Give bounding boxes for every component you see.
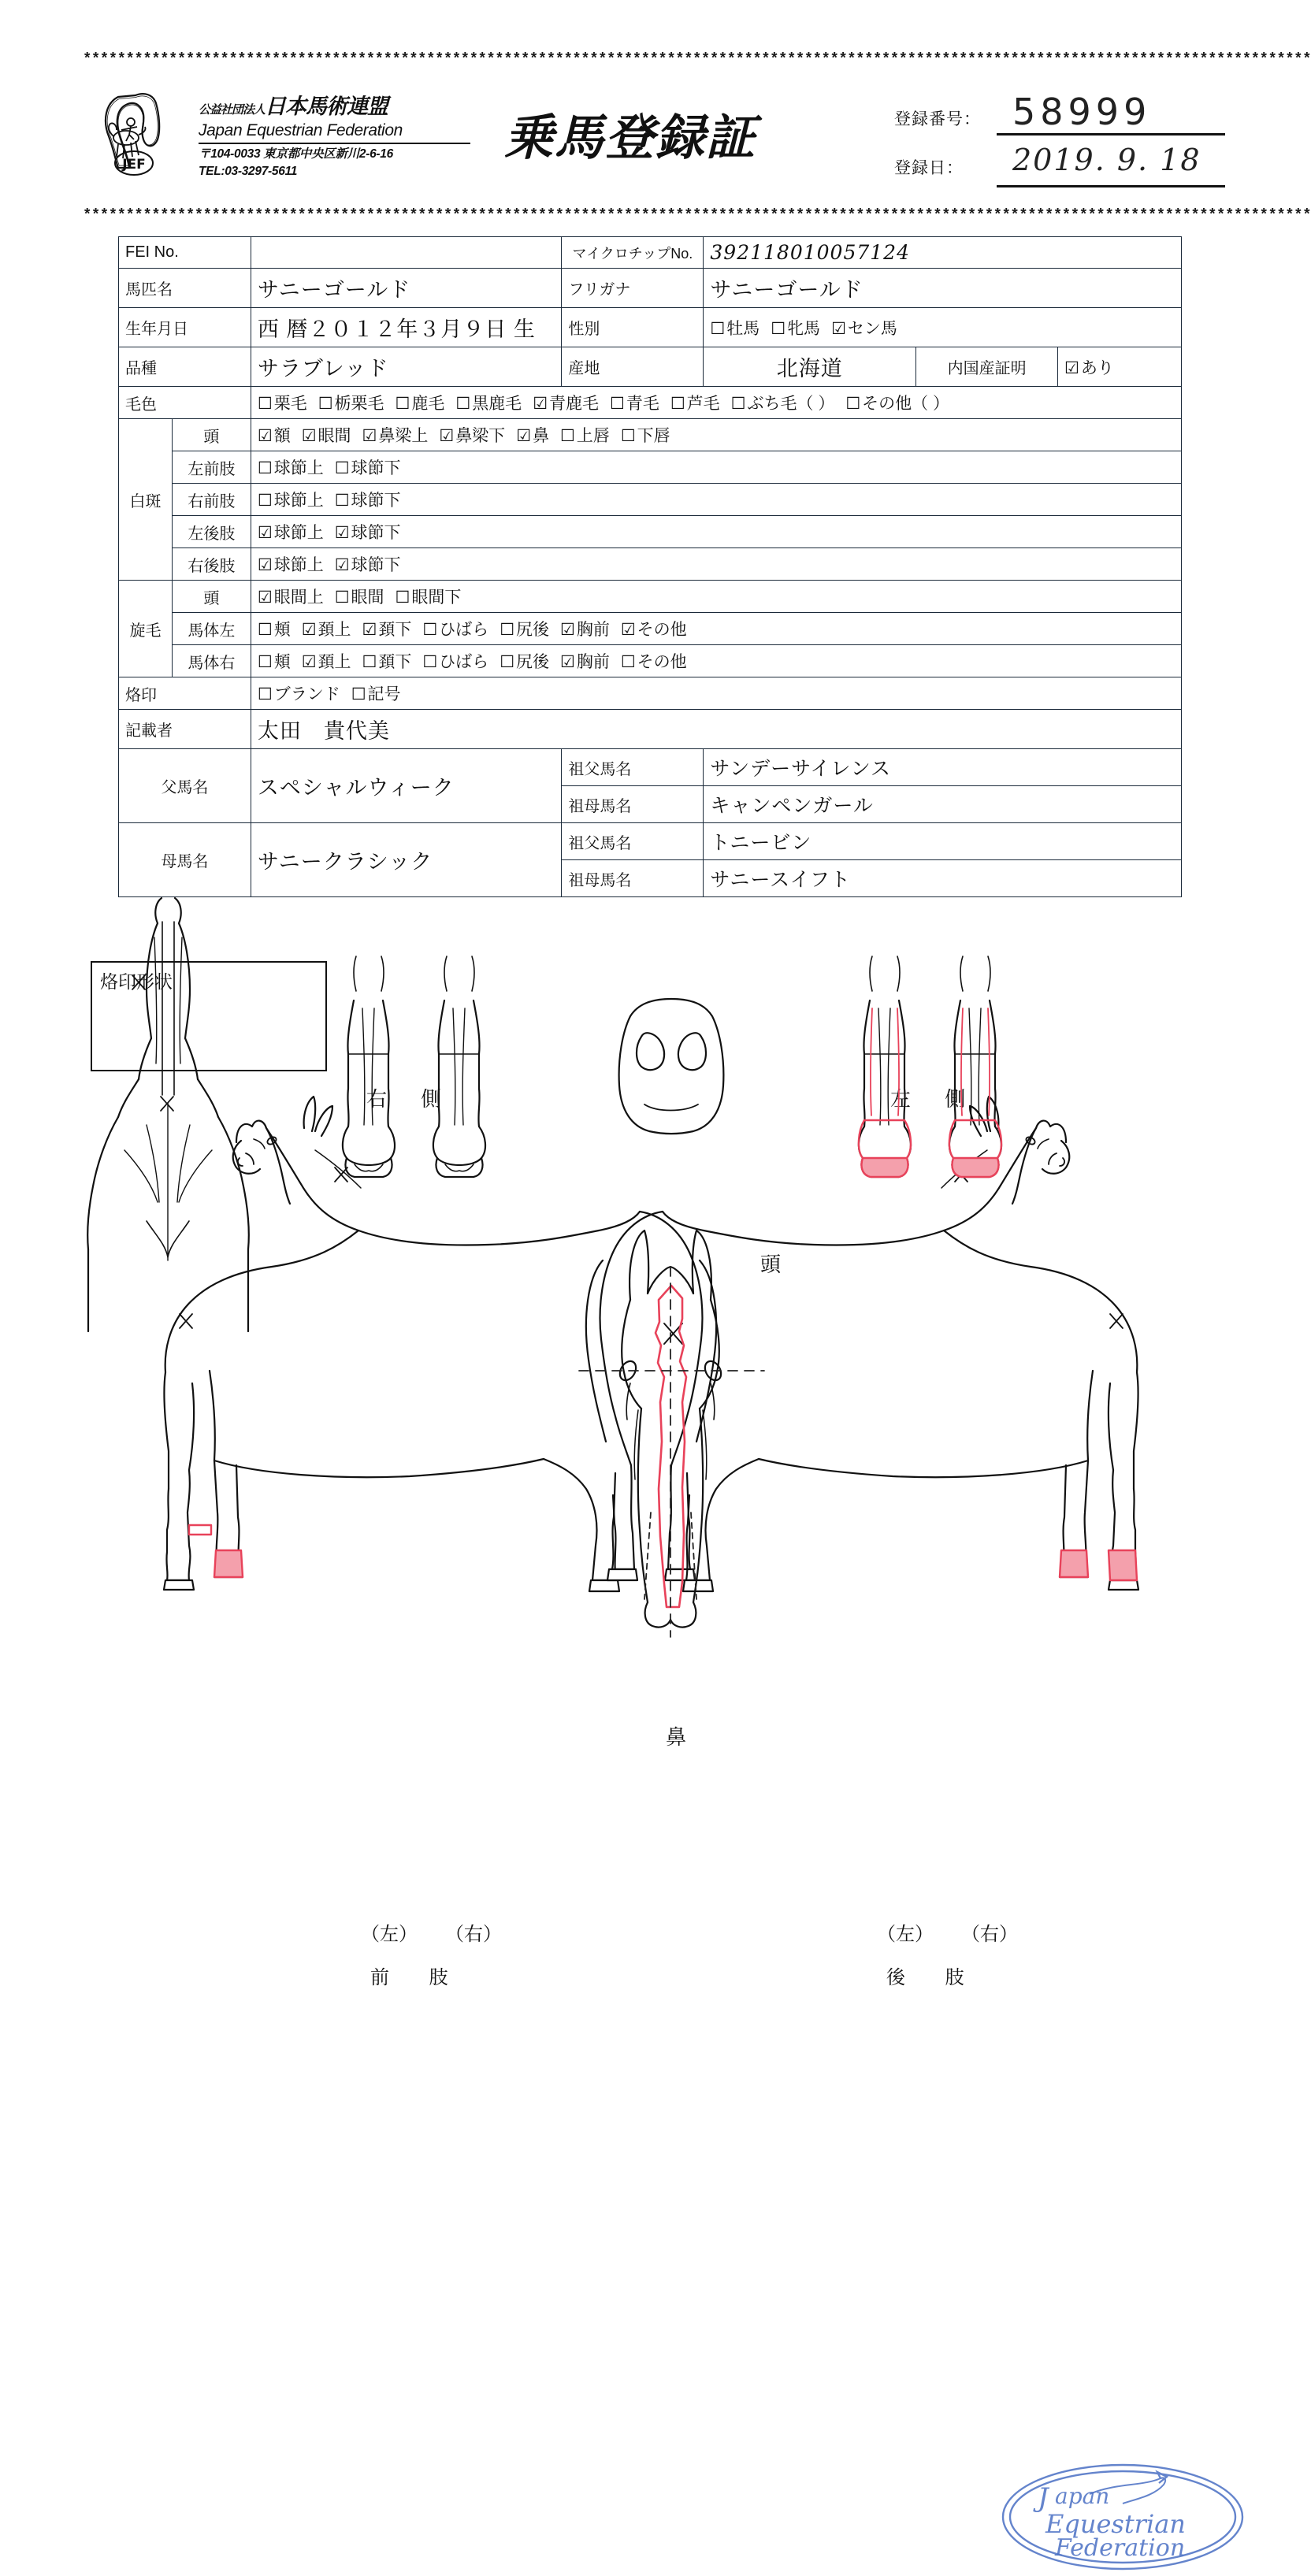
checkbox-label: 眼間 [318, 427, 351, 445]
hind-left-paren-label: （左） [877, 1924, 934, 1945]
org-name-jp: 日本馬術連盟 [265, 95, 388, 118]
checkbox-icon[interactable]: ☑ [516, 427, 532, 445]
forelimb-views [343, 956, 485, 1177]
dam-granddam-value[interactable]: サニースイフト [704, 860, 1182, 897]
checkbox-icon[interactable]: ☑ [533, 395, 548, 413]
page-title: 乗馬登録証 [504, 109, 757, 166]
checkbox-option[interactable] [422, 649, 488, 673]
white-part-label: 右前肢 [172, 484, 251, 516]
checkbox-option[interactable] [258, 455, 324, 479]
breed-value[interactable]: サラブレッド [251, 347, 562, 387]
sire-granddam-label: 祖母馬名 [562, 786, 704, 823]
checkbox-option[interactable] [455, 391, 522, 414]
checkbox-icon[interactable]: ☑ [257, 524, 273, 542]
checkbox-option[interactable] [621, 617, 687, 640]
checkbox-label: 青鹿毛 [549, 395, 600, 413]
dam-value[interactable]: サニークラシック [251, 823, 562, 897]
checkbox-icon[interactable]: ☑ [831, 319, 846, 338]
microchip-label: マイクロチップNo. [562, 237, 704, 269]
checkbox-option[interactable] [500, 617, 549, 640]
horse-name-value[interactable]: サニーゴールド [251, 269, 562, 308]
hind-right-paren-label: （右） [961, 1924, 1018, 1945]
checkbox-icon[interactable]: ☐ [257, 653, 273, 671]
checkbox-label: 牡馬 [726, 319, 760, 338]
checkbox-icon[interactable]: ☐ [422, 653, 438, 671]
whorl-part-label: 頭 [172, 581, 251, 613]
horse-diagram-section [0, 890, 1302, 2562]
dam-grandsire-value[interactable]: トニービン [704, 823, 1182, 860]
checkbox-label: 球節上 [273, 556, 324, 574]
checkbox-icon[interactable]: ☐ [500, 621, 515, 639]
checkbox-label: 黒鹿毛 [472, 395, 522, 413]
sex-options[interactable] [704, 308, 1182, 347]
jef-logo-icon [95, 91, 177, 177]
checkbox-option[interactable] [258, 520, 324, 544]
checkbox-label: その他 [637, 621, 687, 639]
document-header [0, 83, 1302, 201]
whorls-label: 旋毛 [119, 581, 173, 677]
checkbox-label: 球節上 [273, 524, 324, 542]
checkbox-label: 眼間 [351, 588, 384, 607]
checkbox-label: 球節上 [273, 459, 324, 477]
checkbox-icon[interactable]: ☐ [334, 588, 350, 607]
checkbox-label: 頚下 [378, 621, 412, 639]
checkbox-label: 記号 [367, 685, 401, 703]
checkbox-label: 鼻梁下 [455, 427, 506, 445]
white-left-hind-options[interactable] [251, 516, 1181, 548]
org-name-prefix: 公益社団法人 [199, 103, 266, 117]
checkbox-option[interactable] [335, 488, 401, 511]
checkbox-label: 頚上 [318, 621, 351, 639]
organization-block [199, 89, 482, 180]
birth-date-value[interactable]: 西 暦２０１２年３月９日 生 [251, 308, 562, 347]
org-name-jp-line [199, 89, 482, 120]
checkbox-icon[interactable]: ☐ [771, 319, 786, 338]
svg-text:J: J [1038, 2482, 1049, 2514]
checkbox-option[interactable] [302, 617, 351, 640]
checkbox-label: その他 [637, 653, 687, 671]
checkbox-label: その他（ ） [862, 395, 950, 413]
table-row-fei [119, 237, 1182, 269]
checkbox-label: 球節下 [351, 459, 401, 477]
fei-no-value[interactable] [251, 237, 562, 269]
checkbox-option[interactable] [335, 585, 384, 608]
table-row-white-head [119, 419, 1182, 451]
checkbox-label: セン馬 [847, 319, 897, 338]
checkbox-option[interactable] [831, 316, 897, 340]
asterisk-divider-top: *********************************************************************************************************************************************** [83, 50, 1311, 68]
coat-color-label: 毛色 [119, 387, 251, 419]
white-right-hind-options[interactable] [251, 548, 1181, 581]
checkbox-label: 頬 [273, 653, 291, 671]
whorl-part-label: 馬体左 [172, 613, 251, 645]
sire-grandsire-label: 祖父馬名 [562, 749, 704, 786]
checkbox-option[interactable] [396, 585, 462, 608]
checkbox-option[interactable] [258, 423, 291, 447]
checkbox-option[interactable] [533, 391, 599, 414]
horse-rear-view [87, 898, 249, 1331]
checkbox-label: 球節上 [273, 492, 324, 510]
table-row-sire-grandsire [119, 749, 1182, 786]
checkbox-label: 牝馬 [787, 319, 821, 338]
table-row-dam-grandsire [119, 823, 1182, 860]
dam-grandsire-label: 祖父馬名 [562, 823, 704, 860]
checkbox-label: 額 [273, 427, 291, 445]
checkbox-icon[interactable]: ☐ [610, 395, 625, 413]
checkbox-icon[interactable]: ☑ [257, 427, 273, 445]
checkbox-icon[interactable]: ☑ [301, 653, 317, 671]
checkbox-label: 下唇 [637, 427, 670, 445]
checkbox-option[interactable] [258, 649, 291, 673]
org-divider [199, 143, 470, 144]
checkbox-icon[interactable]: ☐ [500, 653, 515, 671]
checkbox-icon[interactable]: ☐ [257, 395, 273, 413]
forelimb-label: 前 肢 [370, 1967, 466, 1988]
muzzle-view [619, 999, 724, 1134]
registration-date-row [894, 141, 1225, 187]
checkbox-option[interactable] [500, 649, 549, 673]
horse-details-table [118, 236, 1182, 897]
nose-label: 鼻 [666, 1725, 687, 1749]
sire-grandsire-value[interactable]: サンデーサイレンス [704, 749, 1182, 786]
checkbox-icon[interactable]: ☐ [395, 588, 410, 607]
checkbox-option[interactable] [731, 391, 835, 414]
breed-label: 品種 [119, 347, 251, 387]
checkbox-label: 上唇 [576, 427, 610, 445]
checkbox-option[interactable] [258, 617, 291, 640]
checkbox-icon[interactable]: ☐ [362, 653, 377, 671]
coat-color-options[interactable] [251, 387, 1181, 419]
checkbox-label: 眼間上 [273, 588, 324, 607]
checkbox-icon[interactable]: ☐ [620, 653, 636, 671]
domestic-cert-label: 内国産証明 [916, 347, 1058, 387]
sex-label: 性別 [562, 308, 704, 347]
recorder-value[interactable]: 太田 貴代美 [251, 710, 1181, 749]
checkbox-icon[interactable]: ☐ [257, 459, 273, 477]
registration-number-row [894, 91, 1225, 141]
checkbox-option[interactable] [560, 649, 610, 673]
checkbox-label: 鹿毛 [411, 395, 445, 413]
checkbox-option[interactable] [771, 316, 820, 340]
recorder-label: 記載者 [119, 710, 251, 749]
checkbox-icon[interactable]: ☐ [257, 685, 273, 703]
white-markings-label: 白斑 [119, 419, 173, 581]
table-row-white-rf [119, 484, 1182, 516]
brand-options[interactable] [251, 677, 1181, 710]
marking-right-horse-hind [1060, 1550, 1137, 1580]
table-row-whorl-right [119, 645, 1182, 677]
checkbox-label: 栃栗毛 [334, 395, 384, 413]
origin-value[interactable]: 北海道 [704, 347, 916, 387]
registration-number-value: 58999 [1012, 91, 1152, 133]
checkbox-option[interactable] [335, 552, 401, 576]
registration-number-underline [997, 133, 1225, 135]
checkbox-option[interactable] [362, 617, 412, 640]
checkbox-icon[interactable]: ☑ [560, 621, 575, 639]
left-side-label: 左 側 [890, 1087, 980, 1111]
white-right-fore-options[interactable] [251, 484, 1181, 516]
checkbox-icon[interactable]: ☐ [257, 492, 273, 510]
checkbox-label: 胸前 [576, 653, 610, 671]
right-side-label: 右 側 [366, 1087, 456, 1111]
checkbox-option[interactable] [610, 391, 659, 414]
checkbox-label: 球節下 [351, 556, 401, 574]
white-part-label: 左後肢 [172, 516, 251, 548]
checkbox-icon[interactable]: ☐ [334, 459, 350, 477]
dam-granddam-label: 祖母馬名 [562, 860, 704, 897]
checkbox-icon[interactable]: ☐ [730, 395, 746, 413]
table-row-white-lh [119, 516, 1182, 548]
org-address: 〒104-0033 東京都中央区新川2-6-16 [199, 147, 393, 161]
checkbox-option[interactable] [258, 552, 324, 576]
table-row-whorl-head [119, 581, 1182, 613]
svg-text:JEF: JEF [122, 157, 146, 173]
table-row-recorder [119, 710, 1182, 749]
checkbox-label: 青毛 [626, 395, 659, 413]
checkbox-icon[interactable]: ☐ [845, 395, 861, 413]
checkbox-option[interactable] [302, 423, 351, 447]
horse-name-label: 馬匹名 [119, 269, 251, 308]
checkbox-icon[interactable]: ☑ [334, 556, 350, 574]
checkbox-label: あり [1080, 358, 1114, 377]
registration-block [894, 91, 1225, 187]
checkbox-option[interactable] [845, 391, 949, 414]
checkbox-label: 眼間下 [411, 588, 462, 607]
checkbox-label: 球節下 [351, 524, 401, 542]
checkbox-label: 球節下 [351, 492, 401, 510]
table-row-horse-name [119, 269, 1182, 308]
white-part-label: 右後肢 [172, 548, 251, 581]
svg-text:Equestrian: Equestrian [1045, 2509, 1186, 2539]
checkbox-option[interactable] [560, 423, 610, 447]
checkbox-icon[interactable]: ☑ [362, 621, 377, 639]
checkbox-option[interactable] [560, 617, 610, 640]
whorl-head-options[interactable] [251, 581, 1181, 613]
checkbox-icon[interactable]: ☑ [560, 653, 575, 671]
checkbox-icon[interactable]: ☐ [422, 621, 438, 639]
table-row-breed-origin [119, 347, 1182, 387]
checkbox-icon[interactable]: ☐ [351, 685, 366, 703]
checkbox-icon[interactable]: ☑ [620, 621, 636, 639]
brand-label: 烙印 [119, 677, 251, 710]
checkbox-icon[interactable]: ☑ [439, 427, 455, 445]
checkbox-icon[interactable]: ☑ [257, 556, 273, 574]
white-head-options[interactable] [251, 419, 1181, 451]
registration-number-label: 登録番号： [894, 110, 981, 128]
checkbox-label: ひばら [439, 653, 489, 671]
checkbox-icon[interactable]: ☑ [334, 524, 350, 542]
checkbox-label: 栗毛 [273, 395, 307, 413]
checkbox-icon[interactable]: ☐ [710, 319, 726, 338]
checkbox-icon[interactable]: ☑ [301, 621, 317, 639]
furigana-value[interactable]: サニーゴールド [704, 269, 1182, 308]
table-row-brand [119, 677, 1182, 710]
org-telephone: TEL:03-3297-5611 [199, 165, 298, 179]
checkbox-label: 尻後 [516, 653, 550, 671]
checkbox-label: 頬 [273, 621, 291, 639]
checkbox-label: ぶち毛（ ） [747, 395, 835, 413]
table-row-whorl-left [119, 613, 1182, 645]
whorl-body-left-options[interactable] [251, 613, 1181, 645]
checkbox-icon[interactable]: ☐ [455, 395, 471, 413]
checkbox-icon[interactable]: ☑ [1064, 358, 1079, 377]
whorl-part-label: 馬体右 [172, 645, 251, 677]
org-name-en: Japan Equestrian Federation [199, 121, 403, 139]
registration-date-label: 登録日： [894, 159, 964, 177]
brand-shape-label: 烙印形状 [100, 971, 173, 992]
fore-right-paren-label: （右） [445, 1924, 502, 1945]
checkbox-label: 鼻梁上 [378, 427, 429, 445]
checkbox-option[interactable] [318, 391, 384, 414]
white-part-label: 左前肢 [172, 451, 251, 484]
table-row-white-rh [119, 548, 1182, 581]
checkbox-label: 鼻 [533, 427, 550, 445]
checkbox-label: ひばら [439, 621, 489, 639]
checkbox-option[interactable] [710, 316, 759, 340]
checkbox-icon[interactable]: ☑ [362, 427, 377, 445]
checkbox-option[interactable] [516, 423, 549, 447]
checkbox-icon[interactable]: ☐ [318, 395, 333, 413]
table-row-white-lf [119, 451, 1182, 484]
checkbox-option[interactable] [396, 391, 445, 414]
checkbox-option[interactable] [670, 391, 720, 414]
checkbox-icon[interactable]: ☐ [257, 621, 273, 639]
checkbox-label: 頚上 [318, 653, 351, 671]
registration-date-value: 2019. 9. 18 [1012, 143, 1201, 177]
checkbox-option[interactable] [258, 391, 307, 414]
jef-official-stamp [997, 2458, 1249, 2576]
checkbox-icon[interactable]: ☑ [301, 427, 317, 445]
fei-no-label: FEI No. [119, 237, 251, 269]
sire-label: 父馬名 [119, 749, 251, 823]
furigana-label: フリガナ [562, 269, 704, 308]
checkbox-label: ブランド [273, 685, 340, 703]
checkbox-option[interactable] [258, 681, 340, 705]
registration-date-underline [997, 185, 1225, 187]
white-left-fore-options[interactable] [251, 451, 1181, 484]
checkbox-option[interactable] [362, 423, 429, 447]
hindlimb-label: 後 肢 [886, 1967, 982, 1988]
table-row-coat-color [119, 387, 1182, 419]
checkbox-icon[interactable]: ☐ [334, 492, 350, 510]
svg-text:apan: apan [1055, 2483, 1110, 2509]
microchip-value[interactable]: 392118010057124 [704, 237, 1182, 269]
checkbox-label: 胸前 [576, 621, 610, 639]
checkbox-option[interactable] [258, 488, 324, 511]
fore-left-paren-label: （左） [361, 1924, 418, 1945]
checkbox-option[interactable] [621, 423, 670, 447]
dam-label: 母馬名 [119, 823, 251, 897]
checkbox-option[interactable] [621, 649, 687, 673]
checkbox-icon[interactable]: ☐ [395, 395, 410, 413]
white-part-label: 頭 [172, 419, 251, 451]
checkbox-label: 頚下 [378, 653, 412, 671]
birth-date-label: 生年月日 [119, 308, 251, 347]
horse-right-side-view [164, 1097, 716, 1591]
checkbox-option[interactable] [1064, 355, 1114, 379]
checkbox-icon[interactable]: ☑ [257, 588, 273, 607]
checkbox-label: 芦毛 [686, 395, 720, 413]
checkbox-option[interactable] [335, 520, 401, 544]
checkbox-option[interactable] [422, 617, 488, 640]
checkbox-option[interactable] [362, 649, 412, 673]
horse-outline-drawings [0, 890, 1302, 1842]
origin-label: 産地 [562, 347, 704, 387]
head-label: 頭 [760, 1253, 782, 1276]
checkbox-option[interactable] [335, 455, 401, 479]
table-row-birth-sex [119, 308, 1182, 347]
checkbox-option[interactable] [439, 423, 505, 447]
checkbox-icon[interactable]: ☐ [560, 427, 575, 445]
sire-value[interactable]: スペシャルウィーク [251, 749, 562, 823]
checkbox-option[interactable] [351, 681, 401, 705]
sire-granddam-value[interactable]: キャンペンガール [704, 786, 1182, 823]
marking-left-horse-hind [189, 1525, 243, 1577]
hindlimb-views [859, 956, 1001, 1177]
asterisk-divider-middle: *********************************************************************************************************************************************** [83, 206, 1311, 224]
checkbox-option[interactable] [258, 585, 324, 608]
checkbox-label: 尻後 [516, 621, 550, 639]
checkbox-option[interactable] [302, 649, 351, 673]
checkbox-icon[interactable]: ☐ [620, 427, 636, 445]
whorl-body-right-options[interactable] [251, 645, 1181, 677]
svg-text:Federation: Federation [1055, 2534, 1186, 2562]
domestic-cert-option[interactable] [1058, 347, 1182, 387]
checkbox-icon[interactable]: ☐ [670, 395, 685, 413]
